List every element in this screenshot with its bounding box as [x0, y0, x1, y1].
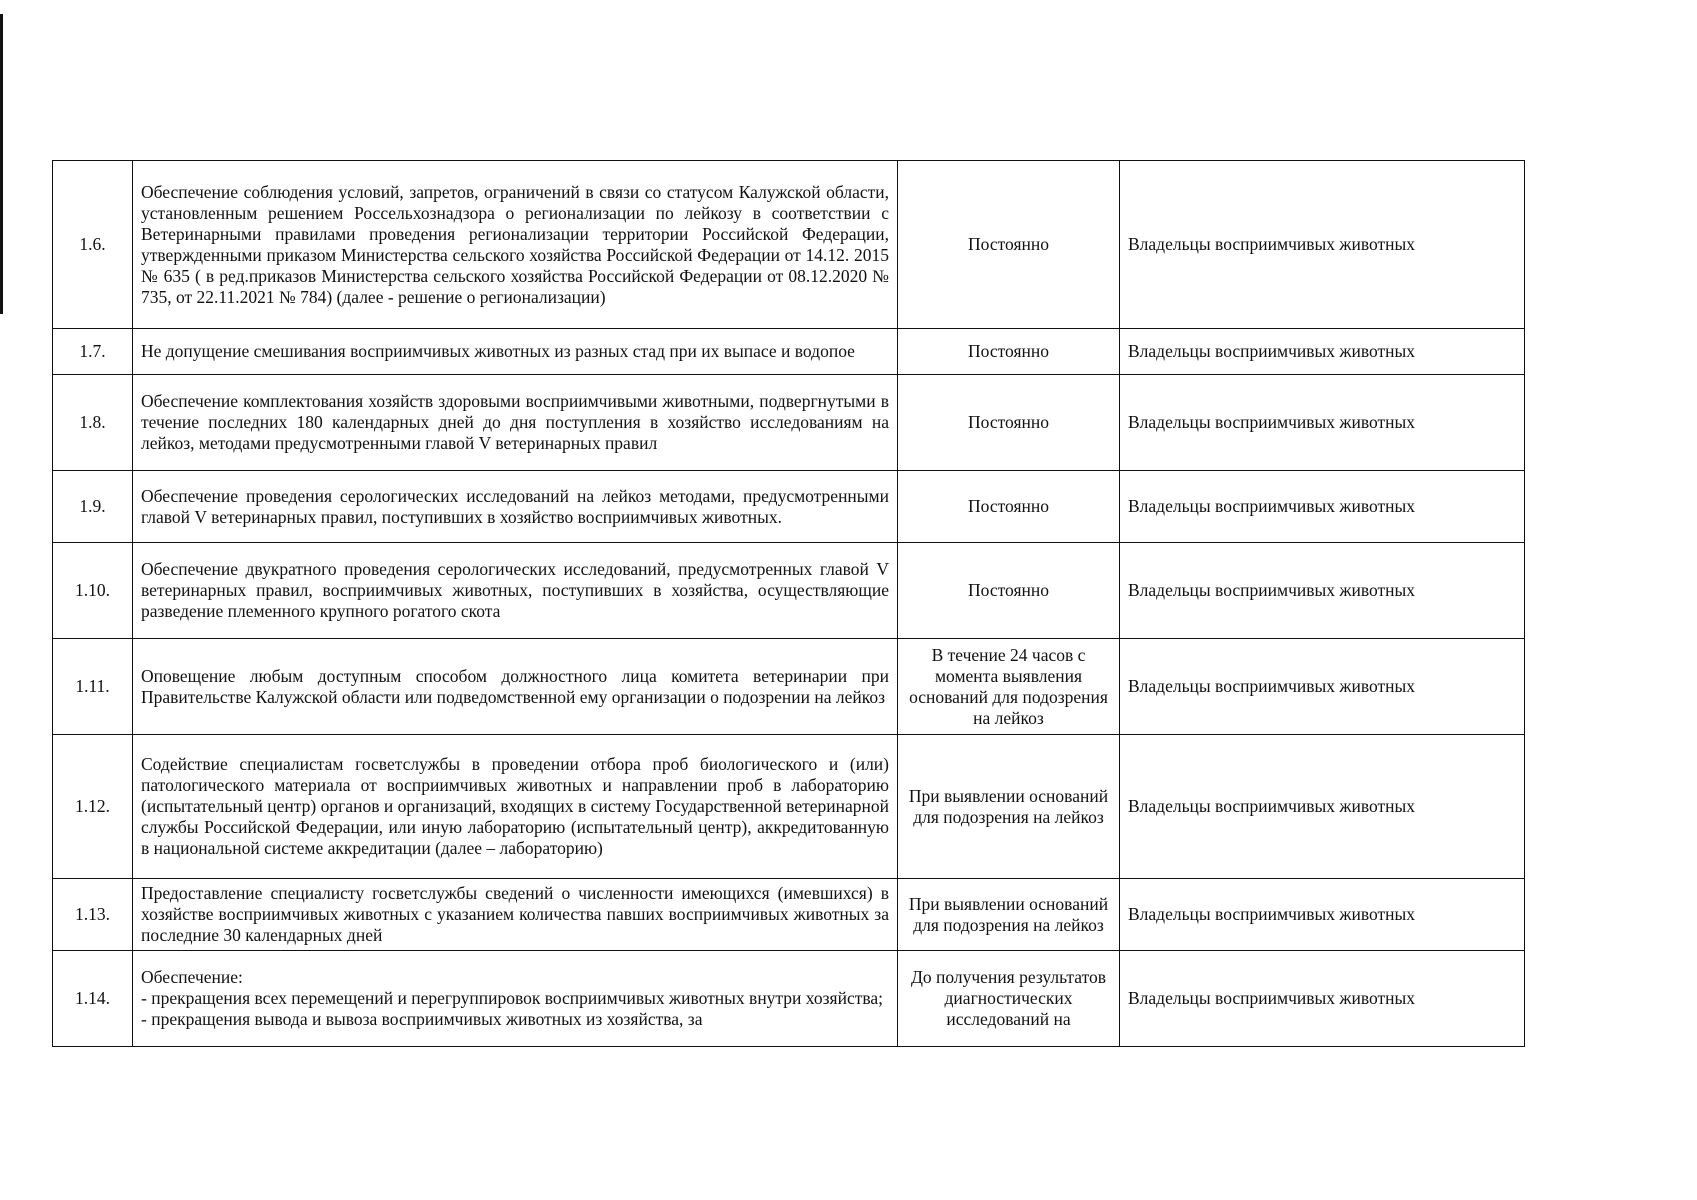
measure-text: Обеспечение соблюдения условий, запретов, ограничений в связи со статусом Калужской области, установленным решением Россельхознадзора о регионализации по лейкозу в соответствии с Ветеринарными правилами проведения регионализации территории Российской Федерации, утвержденными приказом Министерства сельского хозяйства Российской Федерации от 14.12. 2015 № 635 ( в ред.приказов Министерства сельского хозяйства Российской Федерации от 08.12.2020 № 735, от 22.11.2021 № 784) (далее - решение о регионализации) [133, 161, 898, 329]
responsible-text: Владельцы восприимчивых животных [1120, 951, 1525, 1047]
responsible-text: Владельцы восприимчивых животных [1120, 375, 1525, 471]
responsible-text: Владельцы восприимчивых животных [1120, 471, 1525, 543]
measure-text: Не допущение смешивания восприимчивых животных из разных стад при их выпасе и водопое [133, 329, 898, 375]
scan-edge-mark [0, 14, 3, 314]
table-row [53, 375, 1525, 471]
row-number: 1.8. [53, 375, 133, 471]
row-number: 1.9. [53, 471, 133, 543]
term-text: Постоянно [898, 471, 1120, 543]
term-text: Постоянно [898, 543, 1120, 639]
row-number: 1.10. [53, 543, 133, 639]
table-row [53, 543, 1525, 639]
measure-line: - прекращения всех перемещений и перегруппировок восприимчивых животных внутри хозяйства; [141, 988, 884, 1008]
responsible-text: Владельцы восприимчивых животных [1120, 735, 1525, 879]
term-text: При выявлении оснований для подозрения на лейкоз [898, 879, 1120, 951]
measure-line: - прекращения вывода и вывоза восприимчивых животных из хозяйства, за [141, 1009, 703, 1029]
measure-text: Оповещение любым доступным способом должностного лица комитета ветеринарии при Правительстве Калужской области или подведомственной ему организации о подозрении на лейкоз [133, 639, 898, 735]
row-number: 1.7. [53, 329, 133, 375]
term-text: Постоянно [898, 161, 1120, 329]
term-text: В течение 24 часов с момента выявления оснований для подозрения на лейкоз [898, 639, 1120, 735]
table-row [53, 639, 1525, 735]
term-text: При выявлении оснований для подозрения на лейкоз [898, 735, 1120, 879]
measure-text: Предоставление специалисту госветслужбы сведений о численности имеющихся (имевшихся) в хозяйстве восприимчивых животных с указанием количества павших восприимчивых животных за последние 30 календарных дней [133, 879, 898, 951]
row-number: 1.6. [53, 161, 133, 329]
responsible-text: Владельцы восприимчивых животных [1120, 879, 1525, 951]
row-number: 1.13. [53, 879, 133, 951]
measure-text: Обеспечение проведения серологических исследований на лейкоз методами, предусмотренными главой V ветеринарных правил, поступивших в хозяйство восприимчивых животных. [133, 471, 898, 543]
measure-text: Содействие специалистам госветслужбы в проведении отбора проб биологического и (или) патологического материала от восприимчивых животных и направлении проб в лабораторию (испытательный центр) органов и организаций, входящих в систему Государственной ветеринарной службы Российской Федерации, или иную лабораторию (испытательный центр), аккредитованную в национальной системе аккредитации (далее – лабораторию) [133, 735, 898, 879]
row-number: 1.14. [53, 951, 133, 1047]
term-text: До получения результатов диагностических исследований на [898, 951, 1120, 1047]
table-row [53, 879, 1525, 951]
responsible-text: Владельцы восприимчивых животных [1120, 329, 1525, 375]
table-row [53, 471, 1525, 543]
table-row [53, 951, 1525, 1047]
measure-text: Обеспечение двукратного проведения серологических исследований, предусмотренных главой V ветеринарных правил, восприимчивых животных, поступивших в хозяйства, осуществляющие разведение племенного крупного рогатого скота [133, 543, 898, 639]
measures-table [52, 160, 1525, 1047]
table-row [53, 735, 1525, 879]
measure-text: Обеспечение комплектования хозяйств здоровыми восприимчивыми животными, подвергнутыми в течение последних 180 календарных дней до дня поступления в хозяйство исследованиям на лейкоз, методами предусмотренными главой V ветеринарных правил [133, 375, 898, 471]
table-row [53, 329, 1525, 375]
row-number: 1.12. [53, 735, 133, 879]
measure-line: Обеспечение: [141, 967, 243, 987]
measure-text [133, 951, 898, 1047]
term-text: Постоянно [898, 375, 1120, 471]
row-number: 1.11. [53, 639, 133, 735]
responsible-text: Владельцы восприимчивых животных [1120, 543, 1525, 639]
table-row [53, 161, 1525, 329]
responsible-text: Владельцы восприимчивых животных [1120, 161, 1525, 329]
term-text: Постоянно [898, 329, 1120, 375]
responsible-text: Владельцы восприимчивых животных [1120, 639, 1525, 735]
